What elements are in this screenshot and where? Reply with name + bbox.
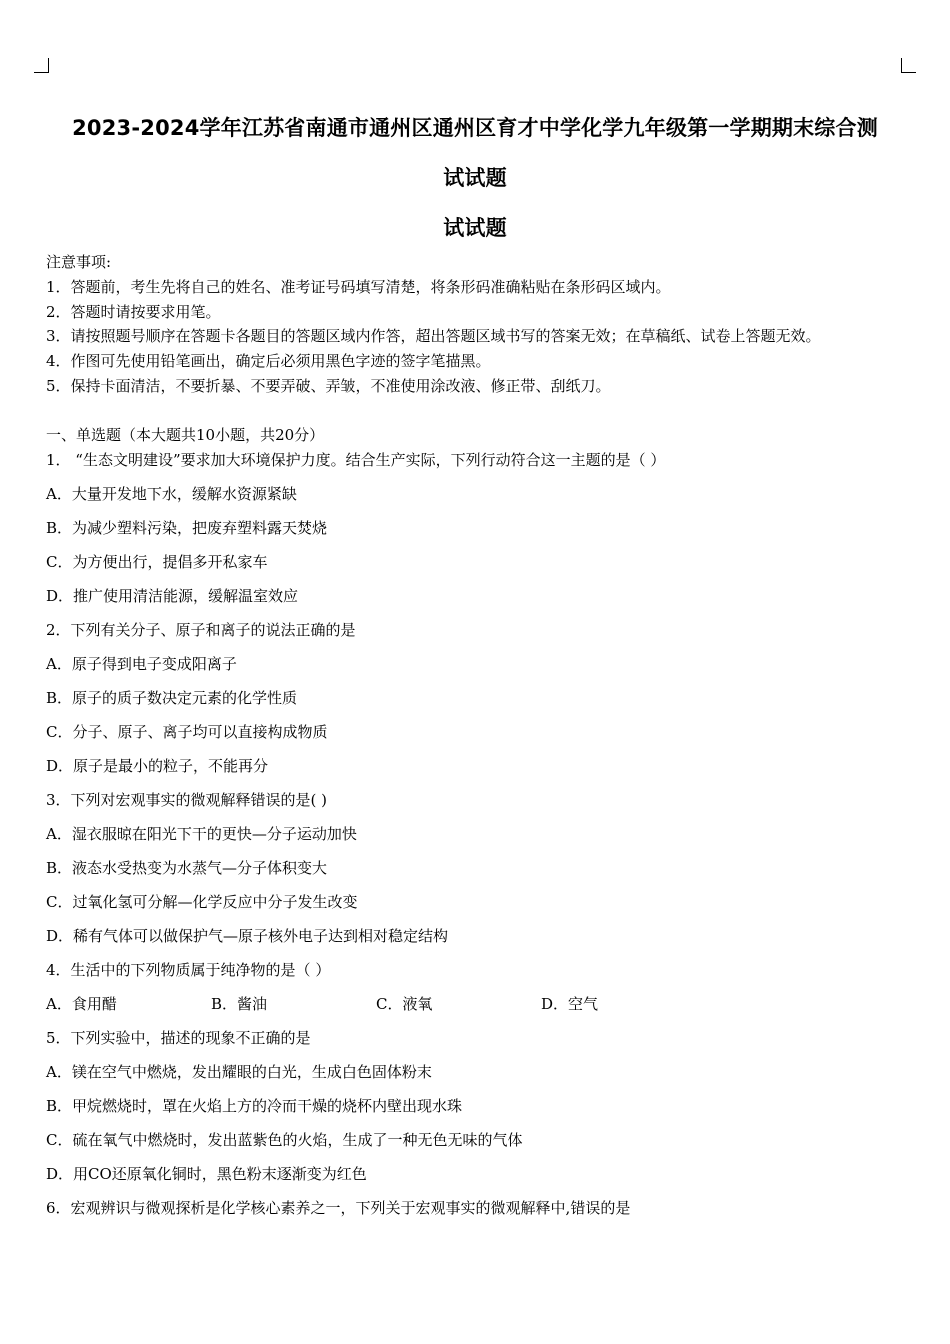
question-4-option-a: A．食用醋	[46, 995, 117, 1013]
page-subtitle-repeat: 试试题	[443, 216, 507, 240]
notice-item: 3．请按照题号顺序在答题卡各题目的答题区域内作答，超出答题区域书写的答案无效；在草稿纸、试卷上答题无效。	[46, 327, 821, 345]
notice-item: 1．答题前，考生先将自己的姓名、准考证号码填写清楚，将条形码准确粘贴在条形码区域内。	[46, 278, 671, 296]
question-2-option-d: D．原子是最小的粒子，不能再分	[46, 757, 269, 775]
notice-heading: 注意事项:	[46, 253, 112, 271]
question-3-option-a: A．湿衣服晾在阳光下干的更快—分子运动加快	[46, 825, 357, 843]
question-4-options	[46, 994, 746, 1014]
question-stem-2: 2．下列有关分子、原子和离子的说法正确的是	[46, 621, 356, 639]
question-1-option-d: D．推广使用清洁能源，缓解温室效应	[46, 587, 299, 605]
question-5-option-c: C．硫在氧气中燃烧时，发出蓝紫色的火焰，生成了一种无色无味的气体	[46, 1131, 523, 1149]
question-5-option-b: B．甲烷燃烧时，罩在火焰上方的冷而干燥的烧杯内壁出现水珠	[46, 1097, 463, 1115]
question-stem-1: 1． “生态文明建设”要求加大环境保护力度。结合生产实际，下列行动符合这一主题的是（ ）	[46, 451, 666, 469]
question-1-option-c: C．为方便出行，提倡多开私家车	[46, 553, 268, 571]
question-2-option-b: B．原子的质子数决定元素的化学性质	[46, 689, 298, 707]
question-5-option-a: A．镁在空气中燃烧，发出耀眼的白光，生成白色固体粉末	[46, 1063, 432, 1081]
question-stem-6: 6．宏观辨识与微观探析是化学核心素养之一，下列关于宏观事实的微观解释中,错误的是	[46, 1199, 631, 1217]
question-3-option-b: B．液态水受热变为水蒸气—分子体积变大	[46, 859, 328, 877]
notice-item: 2．答题时请按要求用笔。	[46, 303, 221, 321]
notice-item: 4．作图可先使用铅笔画出，确定后必须用黑色字迹的签字笔描黑。	[46, 352, 491, 370]
question-3-option-c: C．过氧化氢可分解—化学反应中分子发生改变	[46, 893, 358, 911]
question-stem-4: 4．生活中的下列物质属于纯净物的是（ ）	[46, 961, 331, 979]
crop-mark-top-left	[34, 58, 49, 73]
question-1-option-b: B．为减少塑料污染，把废弃塑料露天焚烧	[46, 519, 328, 537]
question-stem-5: 5．下列实验中，描述的现象不正确的是	[46, 1029, 311, 1047]
question-2-option-a: A．原子得到电子变成阳离子	[46, 655, 237, 673]
question-4-option-b: B．酱油	[211, 995, 268, 1013]
question-3-option-d: D．稀有气体可以做保护气—原子核外电子达到相对稳定结构	[46, 927, 449, 945]
question-4-option-c: C．液氧	[376, 995, 433, 1013]
question-5-option-d: D．用CO还原氧化铜时，黑色粉末逐渐变为红色	[46, 1165, 367, 1183]
question-4-option-d: D．空气	[541, 995, 599, 1013]
question-stem-3: 3．下列对宏观事实的微观解释错误的是( )	[46, 791, 328, 809]
page-subtitle: 试试题	[443, 166, 507, 190]
question-2-option-c: C．分子、原子、离子均可以直接构成物质	[46, 723, 328, 741]
question-1-option-a: A．大量开发地下水，缓解水资源紧缺	[46, 485, 297, 503]
crop-mark-top-right	[901, 58, 916, 73]
section-heading: 一、单选题（本大题共10小题，共20分）	[46, 426, 325, 444]
notice-item: 5．保持卡面清洁，不要折暴、不要弄破、弄皱，不准使用涂改液、修正带、刮纸刀。	[46, 377, 611, 395]
page-title: 2023-2024学年江苏省南通市通州区通州区育才中学化学九年级第一学期期末综合测	[72, 116, 878, 140]
